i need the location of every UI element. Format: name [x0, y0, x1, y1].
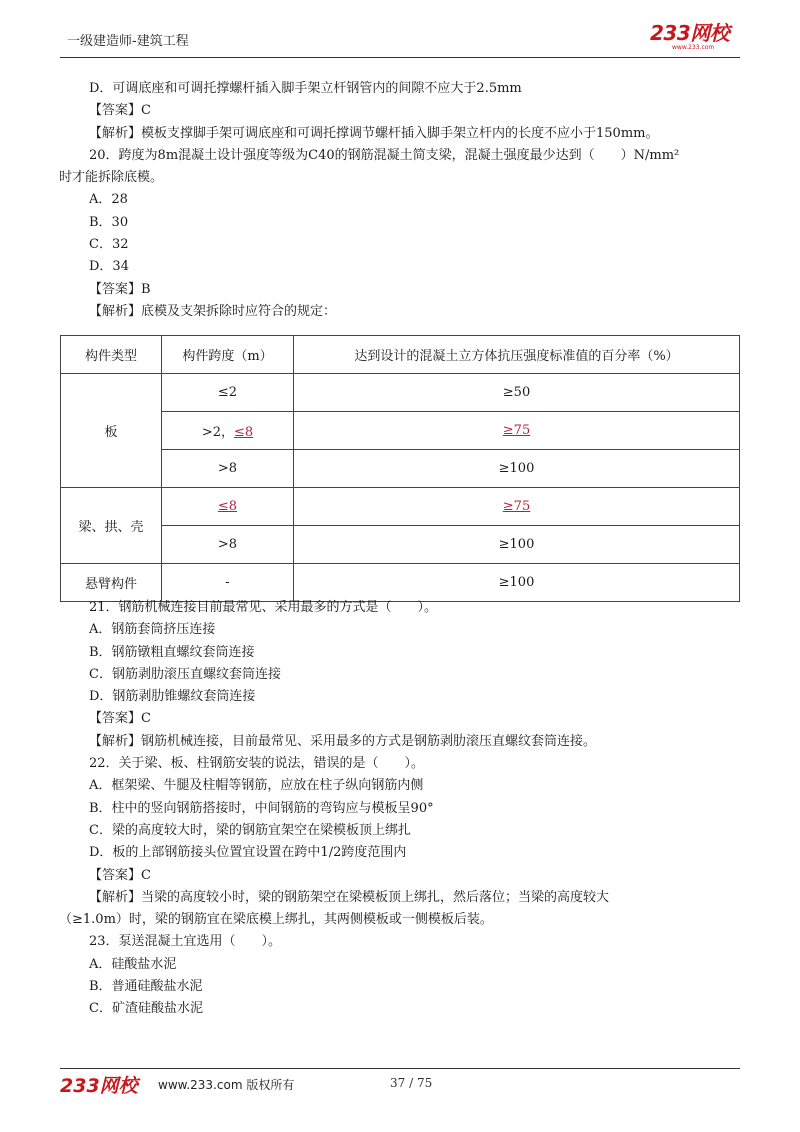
analysis-q20: 【解析】底模及支架拆除时应符合的规定： [89, 303, 337, 319]
table-cell-span [162, 488, 294, 526]
table-row [61, 412, 740, 450]
table-cell-type: 悬臂构件 [61, 564, 162, 602]
table-row [61, 564, 740, 602]
table-cell-span: - [162, 564, 294, 602]
table-cell-type: 板 [61, 374, 162, 488]
table-row [61, 374, 740, 412]
analysis-q22: 【解析】当梁的高度较小时，梁的钢筋架空在梁模板顶上绑扎，然后落位；当梁的高度较大 [89, 889, 610, 905]
option-a-q23: A．硅酸盐水泥 [89, 956, 177, 972]
option-c-q22: C．梁的高度较大时，梁的钢筋宜架空在梁模板顶上绑扎 [89, 822, 411, 838]
document-body-top [59, 78, 739, 323]
option-d-q19: D．可调底座和可调托撑螺杆插入脚手架立杆钢管内的间隙不应大于2.5mm [89, 81, 522, 96]
option-a-q21: A．钢筋套筒挤压连接 [89, 622, 216, 638]
question-22: 22．关于梁、板、柱钢筋安装的说法，错误的是（ ）。 [89, 756, 425, 772]
option-c-q23: C．矿渣硅酸盐水泥 [89, 1001, 203, 1017]
option-b-q20: B．30 [89, 214, 129, 230]
option-a-q20: A．28 [89, 192, 128, 208]
answer-q19: 【答案】C [89, 103, 151, 119]
table-cell-percent: ≥100 [294, 564, 740, 602]
table-header-percent: 达到设计的混凝土立方体抗压强度标准值的百分率（%） [294, 336, 740, 374]
table-header-type: 构件类型 [61, 336, 162, 374]
analysis-q19: 【解析】模板支撑脚手架可调底座和可调托撑调节螺杆插入脚手架立杆内的长度不应小于150mm。 [89, 125, 659, 141]
brand-logo-url: www.233.com [672, 44, 715, 51]
option-b-q23: B．普通硅酸盐水泥 [89, 979, 203, 995]
table-cell-percent: ≥100 [294, 450, 740, 488]
answer-q22: 【答案】C [89, 867, 151, 883]
table-cell-type: 梁、拱、壳 [61, 488, 162, 564]
analysis-q22-cont: （≥1.0m）时，梁的钢筋宜在梁底模上绑扎，其两侧模板或一侧模板后装。 [59, 912, 493, 928]
span-highlight: ≤8 [234, 425, 254, 440]
question-20: 20．跨度为8m混凝土设计强度等级为C40的钢筋混凝土简支梁，混凝土强度最少达到（ ）N/mm² [89, 147, 680, 163]
span-highlight: ≤8 [217, 499, 238, 514]
table-cell-span: >8 [162, 526, 294, 564]
option-b-q22: B．柱中的竖向钢筋搭接时，中间钢筋的弯钩应与模板呈90° [89, 800, 434, 816]
brand-logo [650, 22, 740, 52]
page-number: 37 / 75 [390, 1076, 433, 1090]
table-row [61, 488, 740, 526]
analysis-q21: 【解析】钢筋机械连接，目前最常见、采用最多的方式是钢筋剥肋滚压直螺纹套筒连接。 [89, 733, 597, 749]
header-divider [60, 57, 740, 58]
table-header-row [61, 336, 740, 374]
option-d-q20: D．34 [89, 259, 129, 275]
option-b-q21: B．钢筋镦粗直螺纹套筒连接 [89, 644, 255, 660]
table-row [61, 526, 740, 564]
table-cell-percent [294, 488, 740, 526]
footer-logo: 233网校 [60, 1075, 138, 1097]
footer-divider [60, 1068, 740, 1069]
table-cell-percent: ≥50 [294, 374, 740, 412]
table-cell-percent [294, 412, 740, 450]
table-cell-span: ≤2 [162, 374, 294, 412]
brand-logo-text: 233网校 [650, 21, 730, 45]
question-20-cont: 时才能拆除底模。 [59, 170, 164, 186]
span-prefix: >2， [201, 425, 234, 440]
header-title: 一级建造师-建筑工程 [67, 34, 189, 49]
document-body-bottom [59, 597, 739, 1021]
option-a-q22: A．框架梁、牛腿及柱帽等钢筋，应放在柱子纵向钢筋内侧 [89, 778, 424, 794]
option-d-q21: D．钢筋剥肋锥螺纹套筒连接 [89, 689, 256, 705]
option-c-q21: C．钢筋剥肋滚压直螺纹套筒连接 [89, 666, 281, 682]
option-d-q22: D．板的上部钢筋接头位置宜设置在跨中1/2跨度范围内 [89, 845, 407, 861]
table-cell-span: >8 [162, 450, 294, 488]
footer-copyright: www.233.com 版权所有 [158, 1078, 295, 1092]
option-c-q20: C．32 [89, 237, 129, 253]
percent-highlight: ≥75 [502, 423, 531, 438]
table-cell-percent: ≥100 [294, 526, 740, 564]
answer-q21: 【答案】C [89, 711, 151, 727]
table-cell-span [162, 412, 294, 450]
formwork-removal-table [60, 335, 740, 602]
table-header-span: 构件跨度（m） [162, 336, 294, 374]
question-21: 21．钢筋机械连接目前最常见、采用最多的方式是（ ）。 [89, 600, 438, 615]
question-23: 23．泵送混凝土宜选用（ ）。 [89, 934, 282, 950]
answer-q20: 【答案】B [89, 281, 151, 297]
percent-highlight: ≥75 [502, 499, 531, 514]
table-row [61, 450, 740, 488]
